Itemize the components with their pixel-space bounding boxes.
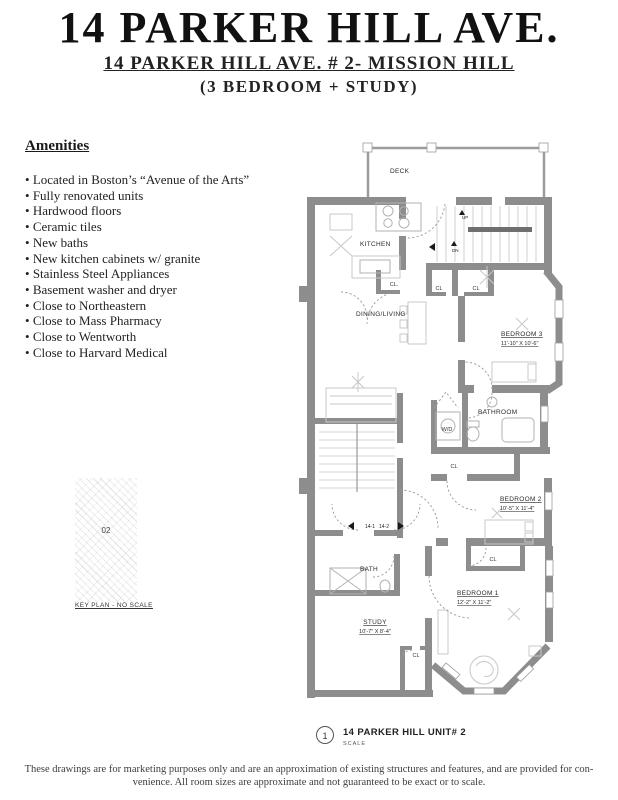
- drawing-title: 14 PARKER HILL UNIT# 2: [343, 727, 466, 738]
- door-tag: 14-2: [378, 524, 390, 530]
- closet-label: CL: [450, 464, 458, 470]
- page-subtitle: 14 PARKER HILL AVE. # 2- MISSION HILL: [103, 53, 515, 74]
- stairs-interior: [319, 424, 395, 492]
- floor-plan: [296, 140, 568, 708]
- bay-windows: [433, 271, 563, 694]
- amenities-section: [25, 138, 300, 360]
- unit-type-heading: (3 BEDROOM + STUDY): [199, 77, 419, 96]
- bath-label: BATH: [360, 566, 379, 573]
- bedroom3-label: BEDROOM 3: [501, 331, 543, 338]
- closet-label: CL: [472, 286, 480, 292]
- drawing-number-circle: 1: [316, 726, 334, 744]
- drawing-scale-note: SCALE: [343, 741, 367, 747]
- closet-label: CL.: [389, 282, 399, 288]
- list-item: • New kitchen cabinets w/ granite: [25, 251, 300, 267]
- door-tag: 14-1: [364, 524, 376, 530]
- disclaimer-line-2: venience. All room sizes are approximate and not guaranteed to be exact or to scale.: [132, 776, 486, 788]
- list-item: • Basement washer and dryer: [25, 282, 300, 298]
- key-plan-block: [75, 478, 137, 602]
- bathroom-label: BATHROOM: [478, 409, 518, 416]
- stairs-up-label: UP: [462, 215, 469, 220]
- amenities-list: [25, 172, 300, 360]
- closet-label: CL: [435, 286, 443, 292]
- dining-living-label: DINING/LIVING: [356, 311, 406, 318]
- kitchen-label: KITCHEN: [360, 241, 391, 248]
- bedroom2-label: BEDROOM 2: [500, 496, 542, 503]
- bathroom-fixtures: [436, 397, 534, 442]
- list-item: • Close to Northeastern: [25, 298, 300, 314]
- list-item: • Hardwood floors: [25, 203, 300, 219]
- list-item: • Located in Boston’s “Avenue of the Arts”: [25, 172, 300, 188]
- bedroom2-dims: 10'-5" X 11'-4": [500, 506, 535, 512]
- study-dims: 10'-7" X 8'-4": [359, 629, 391, 635]
- list-item: • Stainless Steel Appliances: [25, 266, 300, 282]
- stairs-entry-hall: [437, 206, 536, 262]
- key-plan-unit-number: 02: [101, 526, 111, 535]
- bedroom1-label: BEDROOM 1: [457, 590, 499, 597]
- study-label: STUDY: [363, 619, 387, 626]
- list-item: • New baths: [25, 235, 300, 251]
- unit-walls: [299, 197, 553, 698]
- disclaimer: [0, 764, 618, 789]
- amenities-heading: Amenities: [25, 138, 90, 154]
- deck-label: DECK: [390, 168, 410, 175]
- stairs-down-label: DN: [452, 248, 459, 253]
- closet-label: CL: [412, 653, 420, 659]
- list-item: • Close to Wentworth: [25, 329, 300, 345]
- bedroom3-dims: 11'-10" X 10'-6": [501, 341, 539, 347]
- dining-furniture: [326, 302, 426, 422]
- page-title: 14 PARKER HILL AVE.: [58, 3, 560, 52]
- closet-label: CL: [489, 557, 497, 563]
- key-plan-caption: KEY PLAN - NO SCALE: [75, 602, 153, 609]
- list-item: • Ceramic tiles: [25, 219, 300, 235]
- washer-dryer-label: W/D: [441, 427, 453, 433]
- bedroom1-dims: 12'-2" X 11'-2": [457, 600, 492, 606]
- list-item: • Close to Harvard Medical: [25, 345, 300, 361]
- disclaimer-line-1: These drawings are for marketing purposes only and are an approximation of existing structures and features, and are provided for con-: [24, 764, 594, 775]
- list-item: • Fully renovated units: [25, 188, 300, 204]
- list-item: • Close to Mass Pharmacy: [25, 313, 300, 329]
